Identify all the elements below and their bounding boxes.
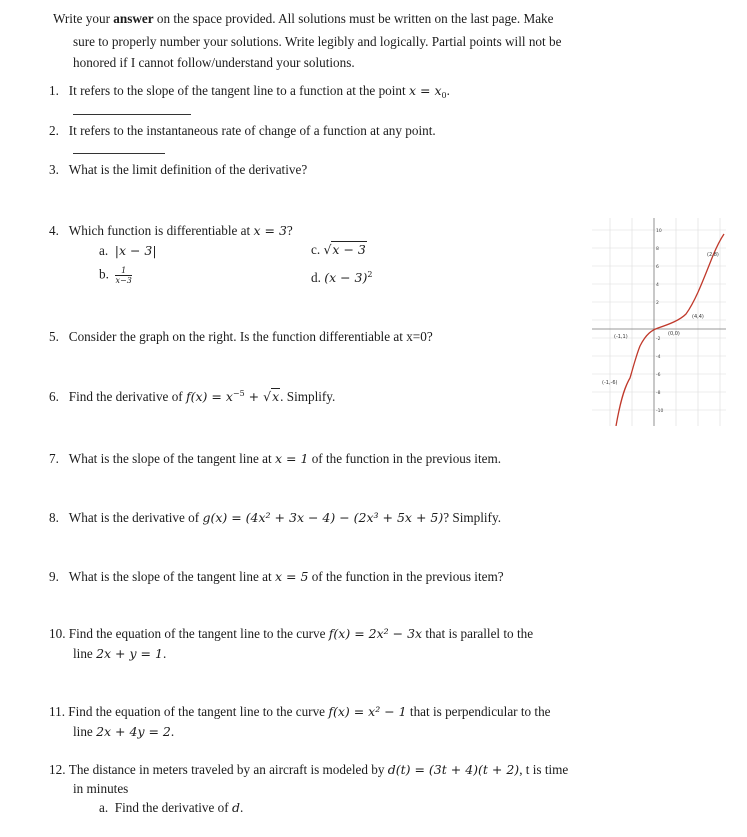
question-1: 1. It refers to the slope of the tangent line to a function at the point $x = x_0$. [49, 83, 450, 100]
question-10-line-2: line 2x + y = 1. [73, 646, 167, 661]
label-point-2-8: (2,8) [707, 252, 719, 258]
tick-y-8: 8 [656, 247, 659, 252]
question-9: 9. What is the slope of the tangent line at x = 5 of the function in the previous item? [49, 569, 504, 584]
instructions-bold: answer [113, 11, 154, 26]
tick-y-2: 2 [656, 301, 659, 306]
question-12-line-2: in minutes [73, 781, 129, 796]
question-12: 12. The distance in meters traveled by an aircraft is modeled by d(t) = (3t + 4)(t + 2), t is time [49, 762, 569, 777]
question-8: 8. What is the derivative of g(x) = (4x² + 3x − 4) − (2x³ + 5x + 5)? Simplify. [49, 510, 501, 525]
question-7: 7. What is the slope of the tangent line at x = 1 of the function in the previous item. [49, 451, 502, 466]
question-5: 5. Consider the graph on the right. Is the function differentiable at x=0? [49, 329, 433, 344]
question-6: 6. Find the derivative of $f(x) = x^{-5} + √x$. Simplify. [49, 389, 336, 404]
tick-y-neg8: -8 [656, 391, 661, 396]
tick-y-neg4: -4 [656, 355, 661, 360]
question-2: 2. It refers to the instantaneous rate of change of a function at any point. [49, 123, 436, 138]
question-4: 4. Which function is differentiable at x = 3? [49, 223, 293, 238]
tick-y-neg2: -2 [656, 337, 661, 342]
label-point-0-0: (0,0) [668, 331, 680, 337]
option-a: a. |x − 3| [99, 243, 157, 258]
tick-y-neg6: -6 [656, 373, 661, 378]
option-c: c. √x − 3 [311, 242, 366, 257]
tick-y-6: 6 [656, 265, 659, 270]
question-11: 11. Find the equation of the tangent line to the curve f(x) = x² − 1 that is perpendicular to the [49, 704, 551, 719]
tick-y-neg10: -10 [656, 409, 664, 414]
tick-y-4: 4 [656, 283, 659, 288]
question-12-part-a: a. Find the derivative of d. [99, 800, 244, 815]
question-11-line-2: line 2x + 4y = 2. [73, 724, 175, 739]
answer-blank-2[interactable] [73, 153, 165, 154]
option-b: b. $\frac{1}{x-3}$ [99, 266, 132, 285]
label-point-neg1-neg6: (-1,-6) [602, 380, 618, 386]
function-graph [592, 218, 726, 426]
option-d: d. $(x - 3)^2$ [311, 270, 373, 285]
instructions-line-1: Write your answer on the space provided. All solutions must be written on the last page. Make [53, 11, 554, 26]
instructions-line-3: honored if I cannot follow/understand your solutions. [73, 55, 355, 70]
label-point-4-4: (4,4) [692, 314, 704, 320]
answer-blank-1[interactable] [73, 114, 191, 115]
tick-y-10: 10 [656, 229, 662, 234]
question-10: 10. Find the equation of the tangent line to the curve f(x) = 2x² − 3x that is parallel to the [49, 626, 534, 641]
question-3: 3. What is the limit definition of the derivative? [49, 162, 308, 177]
label-point-neg1-1: (-1,1) [614, 334, 628, 340]
instructions-line-2: sure to properly number your solutions. Write legibly and logically. Partial points will not be [73, 34, 562, 49]
